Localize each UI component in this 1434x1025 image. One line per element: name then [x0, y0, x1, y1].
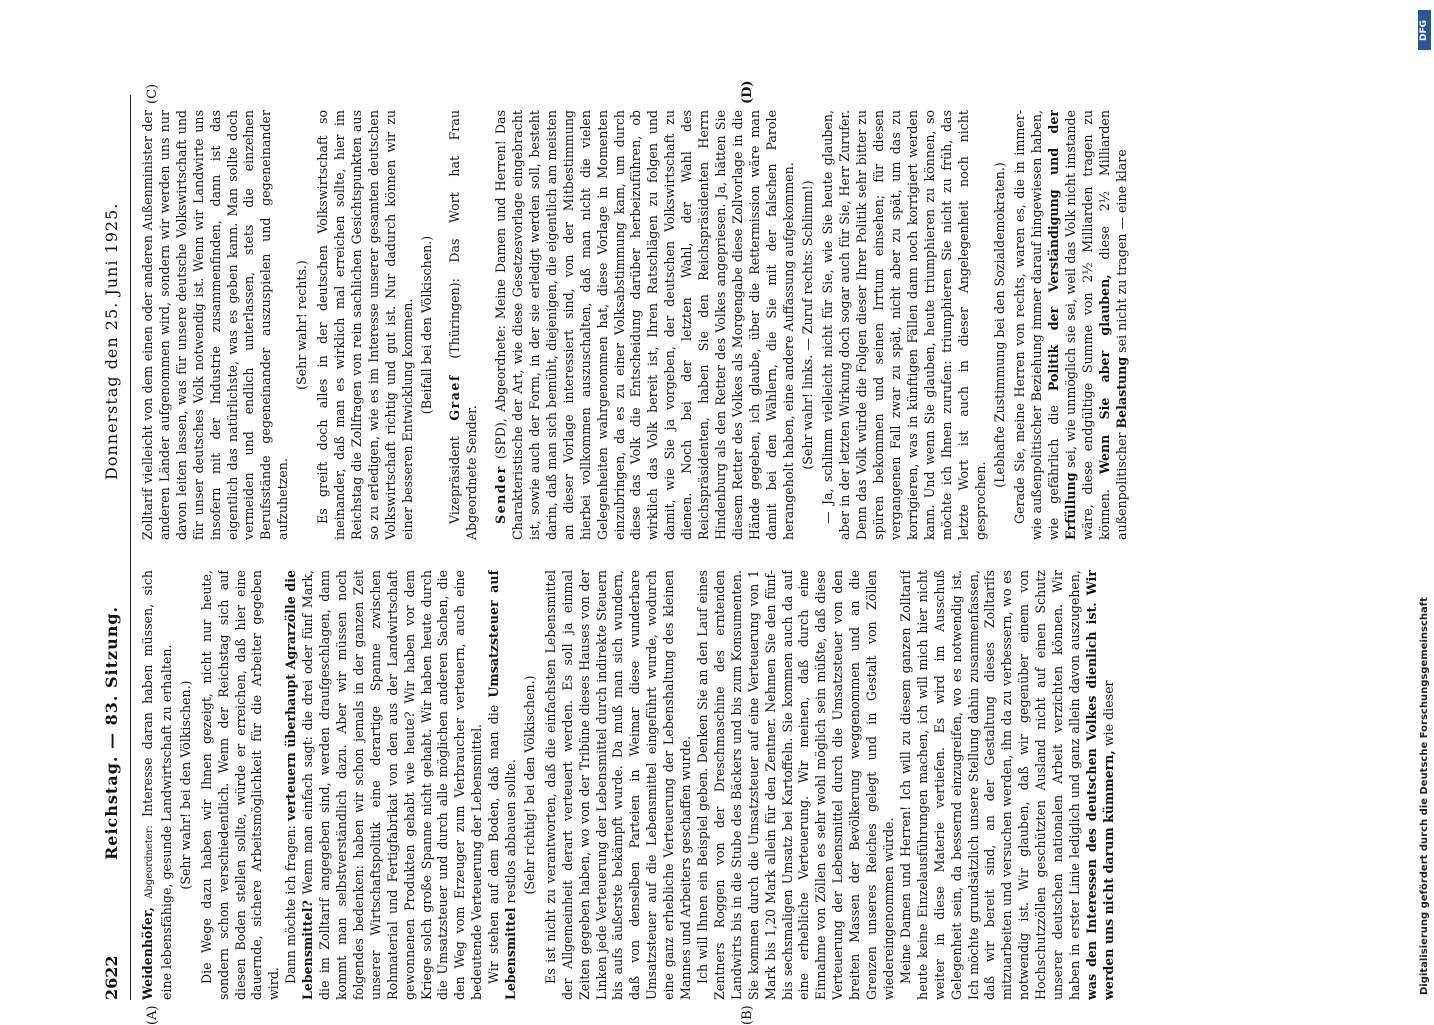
speaker-line: [140, 570, 176, 1000]
rotated-page-content: [100, 0, 1400, 1025]
header-date: Donnerstag den 25. Juni 1925.: [102, 202, 121, 480]
text-run: Dann möchte ich fragen:: [283, 825, 299, 984]
text-run: sei, wie unmöglich sie sei, weil das Volk nicht imstande wäre, diese endgültige Summe von 2½ Milliarden tragen zu können.: [1063, 110, 1112, 540]
paragraph: Es greift doch alles in der deutschen Volkswirtschaft so ineinander, daß man es wirklich mal erreichen sollte, hier im Reichstag die Zollfragen von rein sachlichen Gesichtspunkten aus so zu erledigen, wie es im Interesse unserer gesamten deutschen Volkswirtschaft richtig und gut ist. Nur dadurch können wir zu einer besseren Entwicklung kommen.: [315, 110, 415, 540]
text-run: Vizepräsident: [447, 436, 463, 524]
paragraph: [283, 570, 486, 1000]
digitization-sidebar: [1405, 0, 1434, 1000]
text-run: Wenn man einfach sagt: die drei oder fünf Mark, die im Zolltarif angegeben sind, werden draufgeschlagen, dann kommt man selbstverständlich dazu. Aber wir müssen noch folgendes bedenken: haben wir schon jemals in der ganzen Zeit unserer Wirtschaftspolitik eine derartige Spanne zwischen Rohmaterial und Fertigfabrikat von den aus der Landwirtschaft gewonnenen Produkten gehabt wie heute? Wir haben vor dem Kriege solch große Spanne nicht gehabt. Wir haben heute durch die Umsatzsteuer und durch alle möglichen anderen Sachen, die den Weg vom Erzeuger zum Verbraucher verteuern, auch eine bedeutende Verteuerung der Lebensmittel.: [300, 570, 485, 1000]
emphasis: Belastung: [1113, 356, 1129, 429]
interjection: (Sehr wahr! links. — Zuruf rechts: Schlimm!): [799, 180, 815, 470]
dfg-logo: DFG: [1418, 10, 1431, 50]
text-run: restlos abbauen sollte.: [503, 758, 519, 904]
text-run: diese 2½ Milliarden außenpolitischer: [1096, 110, 1129, 540]
paragraph: Die Wege dazu haben wir Ihnen gezeigt, nicht nur heute, sondern schon verschiedentlich. Wenn der Reichstag sich auf diesen Boden stellen sollte, würde er erreichen, daß hier eine dauernde, sichere Arbeitsmöglichkeit für die Arbeiter gegeben wird.: [198, 570, 282, 1000]
marker-d: (D): [740, 80, 755, 104]
text-run: (Thüringen): Das Wort hat Frau Abgeordnete Sender.: [447, 110, 480, 540]
text-run: Gerade Sie, meine Herren von rechts, waren es, die in immer- wie außenpolitischer Beziehung immer darauf hingewiesen haben, wie gefährlich die: [1012, 110, 1062, 540]
paragraph: [493, 110, 797, 540]
interjection: (Sehr wahr! rechts.): [294, 260, 310, 390]
marker-c: (C): [145, 83, 160, 104]
text-run: (SPD), Abgeordnete: Meine Damen und Herren! Das Charakteristische der Art, wie diese Gesetzesvorlage eingebracht ist, sowie auch der Form, in der sie erledigt werden soll, besteht darin, daß man sich bemüht, diejenigen, die eigentlich am meisten an dieser Vorlage interessiert sind, von der Mitbestimmung hierbei vollkommen auszuschalten, daß man nicht die vielen Gelegenheiten wahrgenommen hat, diese Vorlage in Momenten einzubringen, da es zu einer Volksabstimmung kam, um durch diese das Volk die Entscheidung darüber herbeizuführen, ob wirklich das Volk bereit ist, Ihren Ratschlägen zu folgen und damit, wie Sie ja vorgeben, der deutschen Volkswirtschaft zu dienen. Noch bei der letzten Wahl, der Wahl des Reichspräsidenten, haben Sie den Reichspräsidenten Herrn Hindenburg als den Retter des Volkes angepriesen. Ja, hätten Sie diesem Retter des Volkes als Morgengabe diese Zollvorlage in die Hände gegeben, ich glaube, über die Rettermission wäre man damit bei den Wählern, die Sie mit der falschen Parole herangeholt haben, eine andere Auffassung aufgekommen.: [493, 110, 796, 540]
text-run: Meine Damen und Herren! Ich will zu diesem ganzen Zolltarif heute keine Einzelausführungen machen, ich will mich hier nicht weiter in diese Materie vertiefen. Es wird im Ausschuß Gelegenheit sein, da bessernd einzugreifen, wo es notwendig ist. Ich möchte grundsätzlich unsere Stellung dahin zusammenfassen, daß wir bereit sind, an der Gestaltung dieses Zolltarifs mitzuarbeiten und versuchen werden, ihn da zu verbessern, wo es notwendig ist. Wir glauben, daß wir gegenüber einem von Hochschutzzöllen geschützten Ausland nicht auf einen Schutz unserer deutschen nationalen Arbeit verzichten können. Wir haben in erster Linie lediglich und ganz allein davon auszugehen,: [897, 570, 1082, 1000]
speaker-name: Sender: [493, 465, 509, 524]
interjection: (Lebhafte Zustimmung bei den Sozialdemokraten.): [991, 162, 1007, 488]
interjection: (Sehr wahr! bei den Völkischen.): [177, 680, 193, 890]
page-number: 2622: [102, 955, 121, 1000]
text-run: sei nicht zu tragen — eine klare: [1113, 149, 1129, 353]
paragraph: Zolltarif vielleicht von dem einen oder anderen Außenminister der anderen Länder aufgenommen wird, sondern wir werden uns nur davon leiten lassen, was für unsere deutsche Volkswirtschaft und für unser deutsches Volk notwendig ist. Wenn wir Landwirte uns insofern mit der Industrie zusammenfinden, dann ist das eigentlich das natürlichste, was es geben kann. Man sollte doch vermeiden und endlich unterlassen, stets die einzelnen Berufsstände gegeneinander auszuspielen und gegeneinander aufzuhetzen.: [140, 110, 291, 540]
text-column-right: [140, 110, 1390, 540]
paragraph: Interesse daran haben müssen, sich eine lebensfähige, gesunde Landwirtschaft zu erhalten.: [140, 570, 174, 1000]
paragraph: — Ja, schlimm vielleicht nicht für Sie, wie Sie heute glauben, aber in der letzten Wirkung doch sogar auch für Sie, Herr Zurufer. Denn das Volk würde die Folgen dieser Ihrer Politik sehr bitter zu spüren bekommen und seinen Irrtum einsehen; für diesen vergangenen Fall zwar zu spät, nicht aber zu spät, um das zu korrigieren, was in künftigen Fällen dann noch korrigiert werden kann. Und wenn Sie glauben, heute triumphieren zu können, so möchte ich Ihnen zurufen: triumphieren Sie nicht zu früh, das letzte Wort ist auch in dieser Angelegenheit noch nicht gesprochen.: [820, 110, 988, 540]
paragraph: [898, 570, 1118, 1000]
emphasis: Politik der Verständigung und der Erfüllung: [1046, 110, 1079, 540]
digitization-credit: Digitalisierung gefördert durch die Deutsche Forschungsgemeinschaft: [1419, 597, 1430, 995]
emphasis: was den Interessen des deutschen Volkes dienlich ist. Wir werden uns nicht darum kümmern,: [1083, 570, 1116, 1000]
page-header: [100, 120, 130, 1000]
text-run: Wir stehen auf dem Boden, daß man die: [486, 704, 502, 984]
text-column-left: [140, 570, 1390, 1000]
speaker-name: Weidenhöfer,: [140, 907, 155, 1000]
text-run: wie dieser: [1100, 680, 1116, 747]
paragraph: [486, 570, 520, 1000]
header-title: Reichstag. — 83. Sitzung.: [102, 605, 121, 860]
paragraph: Ich will Ihnen ein Beispiel geben. Denken Sie an den Lauf eines Zentners Roggen von der Dreschmaschine des erntenden Landwirts bis in die Stube des Bäckers und bis zum Konsumenten. Sie kommen durch die Umsatzsteuer auf eine Verteuerung von 1 Mark bis 1,20 Mark allein für den Zentner. Nehmen Sie den fünf- bis sechsmaligen Umsatz bei Kartoffeln. Sie kommen auch da auf eine erhebliche Verteuerung. Wir meinen, daß durch eine Einnahme von Zöllen es sehr wohl möglich sein müßte, daß diese Verteuerung der Lebensmittel durch die Umsatzsteuer von den breiten Massen der Bevölkerung weggenommen und an die Grenzen unseres Reiches gelegt und in Gestalt von Zöllen wiedereingenommen würde.: [695, 570, 896, 1000]
speaker-name: Graef: [447, 374, 463, 421]
marker-b: (B): [740, 1005, 755, 1025]
header-rule: [130, 95, 131, 1000]
interjection: (Beifall bei den Völkischen.): [418, 235, 434, 415]
marker-a: (A): [145, 1005, 160, 1025]
paragraph: Es ist nicht zu verantworten, daß die einfachsten Lebensmittel der Allgemeinheit derart verteuert werden. Es soll ja einmal Zeiten gegeben haben, wo von der Tribüne dieses Hauses von der Linken jede Verteuerung der Lebensmittel durch indirekte Steuern bis aufs äußerste bekämpft wurde. Da muß man sich wundern, daß von denselben Parteien in Weimar diese wunderbare Umsatzsteuer auf die Lebensmittel eingeführt wurde, wodurch eine ganz erhebliche Verteuerung der Lebenshaltung des kleinen Mannes und Arbeiters geschaffen wurde.: [542, 570, 694, 1000]
paragraph: [447, 110, 481, 540]
interjection: (Sehr richtig! bei den Völkischen.): [521, 675, 537, 895]
emphasis: Umsatzsteuer auf Lebensmittel: [486, 570, 519, 1000]
speaker-role: Abgeordneter:: [144, 825, 155, 899]
paragraph: [1012, 110, 1130, 540]
emphasis: verteuern überhaupt Agrarzölle die Lebensmittel?: [283, 570, 316, 1000]
emphasis: Wenn Sie aber glauben,: [1096, 274, 1112, 475]
